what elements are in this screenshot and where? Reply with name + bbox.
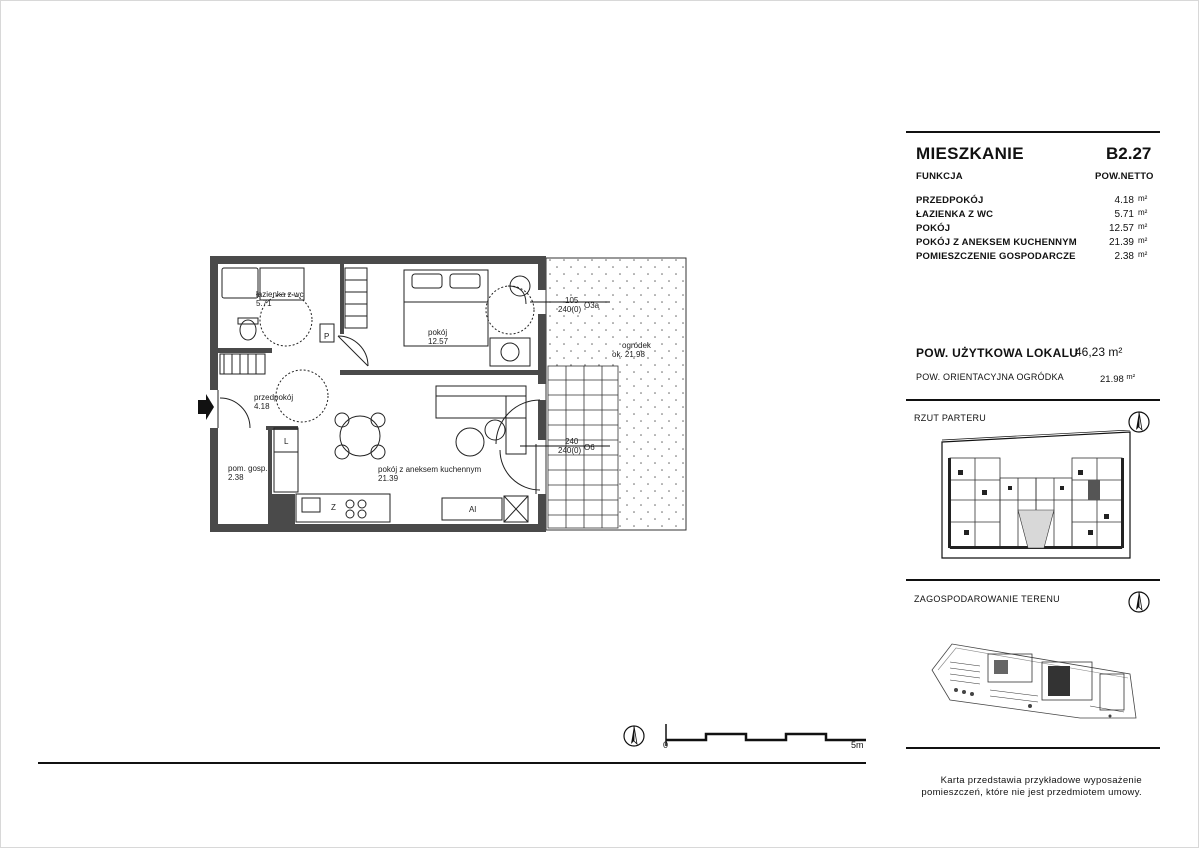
garden-area-label: POW. ORIENTACYJNA OGRÓDKA bbox=[916, 372, 1064, 382]
garden-area: ok. 21.98 bbox=[612, 350, 645, 359]
row-name-room: POKÓJ bbox=[916, 223, 951, 234]
row-unit: m² bbox=[1138, 194, 1148, 203]
garden-area-value: 21.98 $^{m^2}$ bbox=[1100, 372, 1136, 385]
north-arrow-icon bbox=[1127, 589, 1151, 615]
room-area: 12.57 bbox=[428, 337, 449, 346]
row-value-room: 12.57 bbox=[1108, 223, 1134, 234]
al-mark: Al bbox=[469, 505, 477, 514]
row-value-storage: 2.38 bbox=[1114, 251, 1134, 262]
note-line-2: pomieszczeń, które nie jest przedmiotem umowy. bbox=[921, 787, 1142, 798]
living-area: 21.39 bbox=[378, 474, 399, 483]
living-label: pokój z aneksem kuchennym bbox=[378, 465, 482, 474]
storage-label: pom. gosp. bbox=[228, 464, 268, 473]
area-header: POW.NETTO bbox=[1095, 171, 1154, 182]
bottom-rule bbox=[38, 762, 866, 764]
panel-rule bbox=[906, 399, 1160, 401]
scale-bar bbox=[620, 720, 870, 756]
function-header: FUNKCJA bbox=[916, 171, 963, 182]
ground-floor-label: RZUT PARTERU bbox=[914, 413, 987, 423]
z-mark: Z bbox=[331, 503, 336, 512]
bathroom-area: 5.71 bbox=[256, 299, 272, 308]
row-name-living: POKÓJ Z ANEKSEM KUCHENNYM bbox=[916, 237, 1077, 248]
l-mark: L bbox=[284, 437, 289, 446]
room-label: pokój bbox=[428, 328, 448, 337]
panel-top-rule bbox=[906, 131, 1160, 133]
panel-rule bbox=[906, 747, 1160, 749]
usable-area-value: 46,23 m² bbox=[1075, 345, 1123, 359]
storage-area: 2.38 bbox=[228, 473, 244, 482]
row-value-living: 21.39 bbox=[1108, 237, 1134, 248]
row-name-bathroom: ŁAZIENKA Z WC bbox=[916, 209, 994, 220]
window-2-width: 240 bbox=[565, 437, 579, 446]
row-unit: m² bbox=[1138, 250, 1148, 259]
site-plan-label: ZAGOSPODAROWANIE TERENU bbox=[914, 594, 1060, 604]
window-2-height: 240(0) bbox=[558, 446, 582, 455]
p-mark: P bbox=[324, 332, 330, 341]
row-unit: m² bbox=[1138, 208, 1148, 217]
apartment-code: B2.27 bbox=[1106, 144, 1152, 163]
hall-label: przedpokój bbox=[254, 393, 294, 402]
row-name-storage: POMIESZCZENIE GOSPODARCZE bbox=[916, 251, 1076, 262]
row-unit: m² bbox=[1138, 222, 1148, 231]
scale-end-label: 5m bbox=[851, 740, 864, 750]
hall-area: 4.18 bbox=[254, 402, 270, 411]
ground-floor-key-plan bbox=[938, 430, 1134, 562]
window-1-height: 240(0) bbox=[558, 305, 582, 314]
window-2-code: O6 bbox=[584, 443, 595, 452]
note-line-1: Karta przedstawia przykładowe wyposażenie bbox=[940, 775, 1142, 786]
window-1-code: O3a bbox=[584, 301, 600, 310]
row-name-hall: PRZEDPOKÓJ bbox=[916, 195, 984, 206]
row-value-hall: 4.18 bbox=[1114, 195, 1134, 206]
apartment-label: MIESZKANIE bbox=[916, 144, 1024, 163]
scale-start-label: 0 bbox=[663, 740, 669, 750]
panel-rule bbox=[906, 579, 1160, 581]
garden-label: ogródek bbox=[622, 341, 651, 350]
row-value-bathroom: 5.71 bbox=[1114, 209, 1134, 220]
bathroom-label: łazienka z wc bbox=[256, 290, 304, 299]
disclaimer-note bbox=[902, 775, 1142, 799]
row-unit: m² bbox=[1138, 236, 1148, 245]
usable-area-label: POW. UŻYTKOWA LOKALU bbox=[916, 346, 1079, 360]
window-1-width: 105 bbox=[565, 296, 579, 305]
site-plan-map bbox=[930, 640, 1144, 720]
